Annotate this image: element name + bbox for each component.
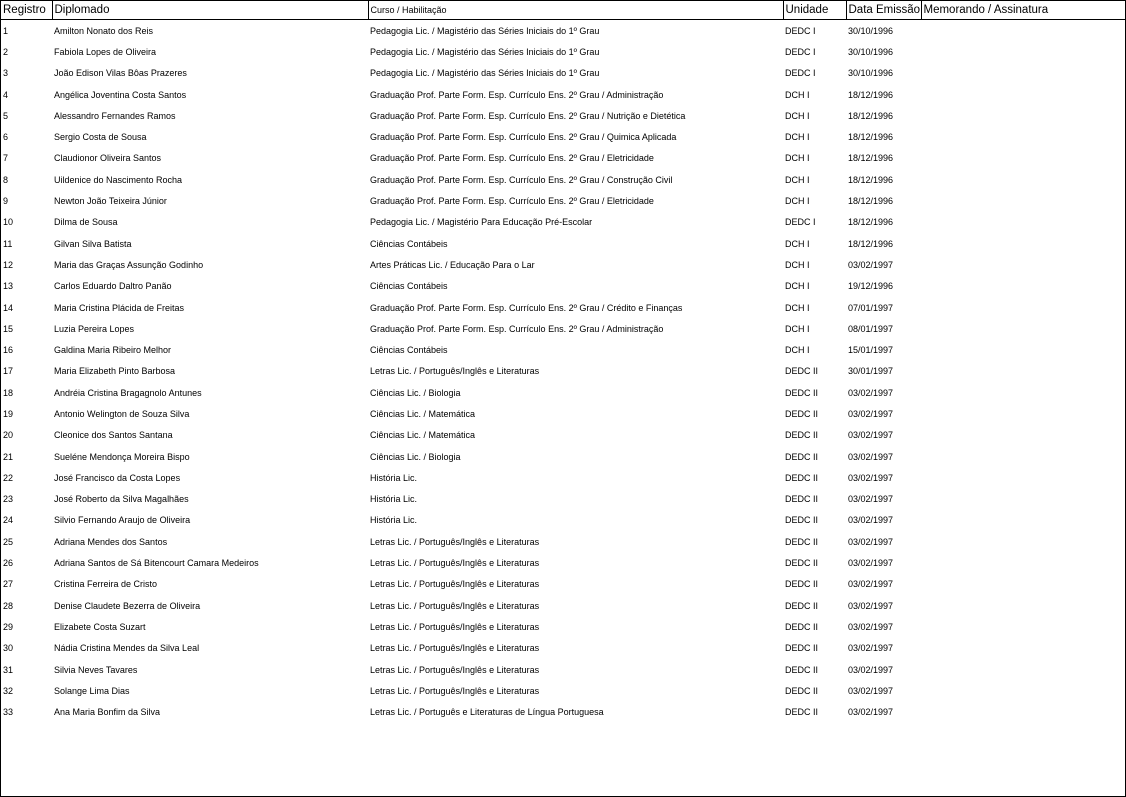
cell-memorando-assinatura [921,212,1125,233]
cell-data-emissao: 03/02/1997 [848,536,894,547]
cell-unidade: DCH I [785,238,810,249]
cell-diplomado: Newton João Teixeira Júnior [54,196,167,207]
table-row [1,318,1125,339]
header-row [1,1,1125,20]
table-row [1,595,1125,616]
table-row [1,638,1125,659]
cell-registro: 6 [3,132,9,143]
table-row [1,510,1125,531]
cell-unidade: DCH I [785,323,810,334]
cell-registro: 33 [3,707,14,718]
cell-diplomado: Andréia Cristina Bragagnolo Antunes [54,387,202,398]
cell-curso-habilitacao: Letras Lic. / Português e Literaturas de Língua Portuguesa [370,707,604,718]
table-row [1,339,1125,360]
cell-data-emissao: 30/10/1996 [848,46,894,57]
table-row [1,659,1125,680]
cell-curso-habilitacao: Graduação Prof. Parte Form. Esp. Currículo Ens. 2º Grau / Construção Civil [370,174,673,185]
cell-data-emissao: 03/02/1997 [848,408,894,419]
cell-data-emissao: 08/01/1997 [848,323,894,334]
cell-unidade: DEDC II [785,515,819,526]
table-row [1,552,1125,573]
cell-data-emissao: 03/02/1997 [848,621,894,632]
cell-memorando-assinatura [921,446,1125,467]
cell-unidade: DEDC II [785,536,819,547]
cell-diplomado: Amilton Nonato dos Reis [54,25,154,36]
cell-curso-habilitacao: Letras Lic. / Português/Inglês e Literaturas [370,664,540,675]
cell-curso-habilitacao: Graduação Prof. Parte Form. Esp. Currículo Ens. 2º Grau / Administração [370,89,664,100]
cell-diplomado: Cristina Ferreira de Cristo [54,579,158,590]
cell-diplomado: João Edison Vilas Bôas Prazeres [54,68,187,79]
cell-curso-habilitacao: História Lic. [370,472,418,483]
cell-data-emissao: 03/02/1997 [848,259,894,270]
table-row [1,467,1125,488]
cell-diplomado: Nádia Cristina Mendes da Silva Leal [54,643,200,654]
cell-diplomado: Maria Elizabeth Pinto Barbosa [54,366,176,377]
cell-diplomado: Angélica Joventina Costa Santos [54,89,187,100]
cell-diplomado: Gilvan Silva Batista [54,238,132,249]
table-row [1,702,1125,723]
cell-memorando-assinatura [921,403,1125,424]
cell-diplomado: Denise Claudete Bezerra de Oliveira [54,600,201,611]
cell-memorando-assinatura [921,254,1125,275]
cell-unidade: DEDC II [785,685,819,696]
cell-diplomado: Antonio Welington de Souza Silva [54,408,190,419]
cell-registro: 5 [3,110,9,121]
cell-diplomado: Cleonice dos Santos Santana [54,430,173,441]
cell-data-emissao: 15/01/1997 [848,345,894,356]
cell-memorando-assinatura [921,616,1125,637]
table-row [1,212,1125,233]
cell-curso-habilitacao: Letras Lic. / Português/Inglês e Literaturas [370,621,540,632]
header-diplomado: Diplomado [52,1,368,20]
cell-unidade: DEDC II [785,408,819,419]
cell-data-emissao: 03/02/1997 [848,515,894,526]
table-row [1,105,1125,126]
cell-unidade: DCH I [785,196,810,207]
cell-diplomado: Maria Cristina Plácida de Freitas [54,302,185,313]
cell-data-emissao: 18/12/1996 [848,196,894,207]
cell-curso-habilitacao: Letras Lic. / Português/Inglês e Literaturas [370,558,540,569]
cell-diplomado: Carlos Eduardo Daltro Panão [54,281,172,292]
cell-data-emissao: 03/02/1997 [848,558,894,569]
cell-curso-habilitacao: Graduação Prof. Parte Form. Esp. Currículo Ens. 2º Grau / Quimica Aplicada [370,132,677,143]
cell-registro: 24 [3,515,14,526]
cell-registro: 16 [3,345,14,356]
table-row [1,446,1125,467]
cell-diplomado: Adriana Santos de Sá Bitencourt Camara Medeiros [54,558,259,569]
cell-memorando-assinatura [921,276,1125,297]
cell-diplomado: Alessandro Fernandes Ramos [54,110,176,121]
cell-data-emissao: 18/12/1996 [848,238,894,249]
cell-data-emissao: 03/02/1997 [848,579,894,590]
cell-curso-habilitacao: Letras Lic. / Português/Inglês e Literaturas [370,600,540,611]
cell-registro: 12 [3,259,14,270]
header-curso-habilitacao: Curso / Habilitação [368,1,783,20]
cell-curso-habilitacao: Ciências Lic. / Matemática [370,408,476,419]
cell-diplomado: Galdina Maria Ribeiro Melhor [54,345,172,356]
cell-registro: 4 [3,89,9,100]
cell-curso-habilitacao: Ciências Lic. / Biologia [370,387,461,398]
cell-data-emissao: 03/02/1997 [848,664,894,675]
cell-registro: 3 [3,68,9,79]
cell-memorando-assinatura [921,489,1125,510]
cell-data-emissao: 07/01/1997 [848,302,894,313]
cell-memorando-assinatura [921,467,1125,488]
cell-data-emissao: 03/02/1997 [848,472,894,483]
cell-curso-habilitacao: Ciências Lic. / Matemática [370,430,476,441]
cell-diplomado: Silvio Fernando Araujo de Oliveira [54,515,191,526]
cell-data-emissao: 18/12/1996 [848,89,894,100]
cell-memorando-assinatura [921,105,1125,126]
table-body [1,20,1125,723]
cell-diplomado: Ana Maria Bonfim da Silva [54,707,161,718]
cell-registro: 1 [3,25,9,36]
cell-curso-habilitacao: Pedagogia Lic. / Magistério das Séries Iniciais do 1º Grau [370,68,600,79]
cell-diplomado: Sueléne Mendonça Moreira Bispo [54,451,190,462]
cell-unidade: DCH I [785,345,810,356]
cell-unidade: DCH I [785,259,810,270]
cell-unidade: DCH I [785,110,810,121]
cell-unidade: DEDC II [785,643,819,654]
cell-memorando-assinatura [921,425,1125,446]
cell-curso-habilitacao: Pedagogia Lic. / Magistério Para Educação Pré-Escolar [370,217,593,228]
cell-registro: 18 [3,387,14,398]
cell-memorando-assinatura [921,595,1125,616]
table-row [1,425,1125,446]
cell-curso-habilitacao: Letras Lic. / Português/Inglês e Literaturas [370,536,540,547]
cell-registro: 13 [3,281,14,292]
table-row [1,254,1125,275]
cell-unidade: DEDC II [785,600,819,611]
table-row [1,489,1125,510]
cell-curso-habilitacao: Ciências Lic. / Biologia [370,451,461,462]
cell-unidade: DEDC I [785,217,816,228]
cell-data-emissao: 18/12/1996 [848,174,894,185]
cell-memorando-assinatura [921,148,1125,169]
cell-diplomado: Sergio Costa de Sousa [54,132,147,143]
header-memorando-assinatura: Memorando / Assinatura [921,1,1125,20]
cell-unidade: DCH I [785,89,810,100]
cell-registro: 8 [3,174,9,185]
cell-memorando-assinatura [921,84,1125,105]
cell-data-emissao: 18/12/1996 [848,217,894,228]
cell-curso-habilitacao: Ciências Contábeis [370,345,448,356]
cell-unidade: DCH I [785,174,810,185]
header-data-emissao: Data Emissão [846,1,921,20]
cell-curso-habilitacao: Artes Práticas Lic. / Educação Para o Lar [370,259,535,270]
cell-memorando-assinatura [921,297,1125,318]
cell-registro: 32 [3,685,14,696]
cell-registro: 27 [3,579,14,590]
cell-memorando-assinatura [921,531,1125,552]
cell-unidade: DEDC II [785,451,819,462]
cell-unidade: DEDC II [785,558,819,569]
cell-diplomado: Claudionor Oliveira Santos [54,153,162,164]
cell-unidade: DCH I [785,153,810,164]
table-row [1,20,1125,42]
diploma-registry-table [1,1,1125,723]
cell-data-emissao: 30/01/1997 [848,366,894,377]
cell-memorando-assinatura [921,638,1125,659]
cell-curso-habilitacao: História Lic. [370,515,418,526]
cell-registro: 14 [3,302,14,313]
cell-diplomado: Adriana Mendes dos Santos [54,536,168,547]
cell-registro: 28 [3,600,14,611]
cell-diplomado: Solange Lima Dias [54,685,130,696]
cell-unidade: DEDC II [785,430,819,441]
table-row [1,297,1125,318]
cell-registro: 9 [3,196,9,207]
header-unidade: Unidade [783,1,846,20]
cell-data-emissao: 03/02/1997 [848,643,894,654]
cell-memorando-assinatura [921,41,1125,62]
cell-data-emissao: 18/12/1996 [848,153,894,164]
cell-unidade: DEDC I [785,25,816,36]
cell-data-emissao: 03/02/1997 [848,451,894,462]
table-row [1,169,1125,190]
cell-curso-habilitacao: Graduação Prof. Parte Form. Esp. Currículo Ens. 2º Grau / Eletricidade [370,196,654,207]
cell-registro: 31 [3,664,14,675]
cell-memorando-assinatura [921,552,1125,573]
table-row [1,190,1125,211]
cell-data-emissao: 18/12/1996 [848,110,894,121]
cell-diplomado: Elizabete Costa Suzart [54,621,146,632]
cell-registro: 29 [3,621,14,632]
cell-curso-habilitacao: Graduação Prof. Parte Form. Esp. Currículo Ens. 2º Grau / Eletricidade [370,153,654,164]
cell-registro: 30 [3,643,14,654]
table-row [1,63,1125,84]
cell-unidade: DEDC I [785,68,816,79]
cell-curso-habilitacao: Letras Lic. / Português/Inglês e Literaturas [370,366,540,377]
cell-unidade: DEDC I [785,46,816,57]
cell-memorando-assinatura [921,63,1125,84]
cell-curso-habilitacao: Pedagogia Lic. / Magistério das Séries Iniciais do 1º Grau [370,25,600,36]
cell-memorando-assinatura [921,169,1125,190]
table-row [1,574,1125,595]
table-header [1,1,1125,20]
cell-unidade: DEDC II [785,494,819,505]
cell-registro: 26 [3,558,14,569]
cell-unidade: DEDC II [785,366,819,377]
cell-curso-habilitacao: Graduação Prof. Parte Form. Esp. Currículo Ens. 2º Grau / Crédito e Finanças [370,302,683,313]
cell-unidade: DEDC II [785,472,819,483]
cell-memorando-assinatura [921,233,1125,254]
cell-data-emissao: 03/02/1997 [848,430,894,441]
cell-unidade: DCH I [785,132,810,143]
cell-curso-habilitacao: Letras Lic. / Português/Inglês e Literaturas [370,685,540,696]
cell-unidade: DEDC II [785,707,819,718]
cell-curso-habilitacao: Letras Lic. / Português/Inglês e Literaturas [370,579,540,590]
cell-memorando-assinatura [921,339,1125,360]
cell-diplomado: Luzia Pereira Lopes [54,323,135,334]
table-row [1,361,1125,382]
cell-unidade: DEDC II [785,664,819,675]
cell-diplomado: Uildenice do Nascimento Rocha [54,174,183,185]
cell-diplomado: Fabiola Lopes de Oliveira [54,46,157,57]
cell-memorando-assinatura [921,510,1125,531]
cell-memorando-assinatura [921,574,1125,595]
cell-diplomado: José Francisco da Costa Lopes [54,472,181,483]
table-row [1,616,1125,637]
cell-memorando-assinatura [921,382,1125,403]
cell-diplomado: José Roberto da Silva Magalhães [54,494,189,505]
table-row [1,382,1125,403]
cell-memorando-assinatura [921,361,1125,382]
table-row [1,531,1125,552]
cell-data-emissao: 03/02/1997 [848,707,894,718]
cell-registro: 23 [3,494,14,505]
cell-unidade: DCH I [785,281,810,292]
cell-registro: 19 [3,408,14,419]
cell-curso-habilitacao: Letras Lic. / Português/Inglês e Literaturas [370,643,540,654]
cell-memorando-assinatura [921,680,1125,701]
cell-registro: 15 [3,323,14,334]
cell-data-emissao: 03/02/1997 [848,685,894,696]
cell-curso-habilitacao: Ciências Contábeis [370,281,448,292]
table-row [1,126,1125,147]
cell-curso-habilitacao: Graduação Prof. Parte Form. Esp. Currículo Ens. 2º Grau / Nutrição e Dietética [370,110,686,121]
cell-registro: 11 [3,238,13,249]
cell-unidade: DEDC II [785,579,819,590]
cell-data-emissao: 30/10/1996 [848,68,894,79]
cell-memorando-assinatura [921,20,1125,42]
table-row [1,403,1125,424]
cell-curso-habilitacao: Graduação Prof. Parte Form. Esp. Currículo Ens. 2º Grau / Administração [370,323,664,334]
cell-memorando-assinatura [921,702,1125,723]
cell-diplomado: Silvia Neves Tavares [54,664,138,675]
cell-memorando-assinatura [921,659,1125,680]
table-row [1,148,1125,169]
cell-diplomado: Dilma de Sousa [54,217,118,228]
cell-unidade: DEDC II [785,387,819,398]
cell-data-emissao: 03/02/1997 [848,387,894,398]
cell-memorando-assinatura [921,190,1125,211]
cell-data-emissao: 30/10/1996 [848,25,894,36]
cell-unidade: DEDC II [785,621,819,632]
table-row [1,233,1125,254]
cell-registro: 22 [3,472,14,483]
table-row [1,680,1125,701]
cell-diplomado: Maria das Graças Assunção Godinho [54,259,204,270]
cell-curso-habilitacao: História Lic. [370,494,418,505]
cell-registro: 17 [3,366,14,377]
cell-registro: 25 [3,536,14,547]
cell-curso-habilitacao: Ciências Contábeis [370,238,448,249]
table-row [1,84,1125,105]
cell-registro: 21 [3,451,14,462]
cell-data-emissao: 03/02/1997 [848,600,894,611]
cell-data-emissao: 03/02/1997 [848,494,894,505]
cell-data-emissao: 19/12/1996 [848,281,894,292]
header-registro: Registro [1,1,52,20]
cell-memorando-assinatura [921,318,1125,339]
cell-curso-habilitacao: Pedagogia Lic. / Magistério das Séries Iniciais do 1º Grau [370,46,600,57]
cell-data-emissao: 18/12/1996 [848,132,894,143]
cell-unidade: DCH I [785,302,810,313]
table-row [1,41,1125,62]
cell-memorando-assinatura [921,126,1125,147]
table-row [1,276,1125,297]
cell-registro: 10 [3,217,14,228]
cell-registro: 2 [3,46,9,57]
cell-registro: 20 [3,430,14,441]
cell-registro: 7 [3,153,9,164]
